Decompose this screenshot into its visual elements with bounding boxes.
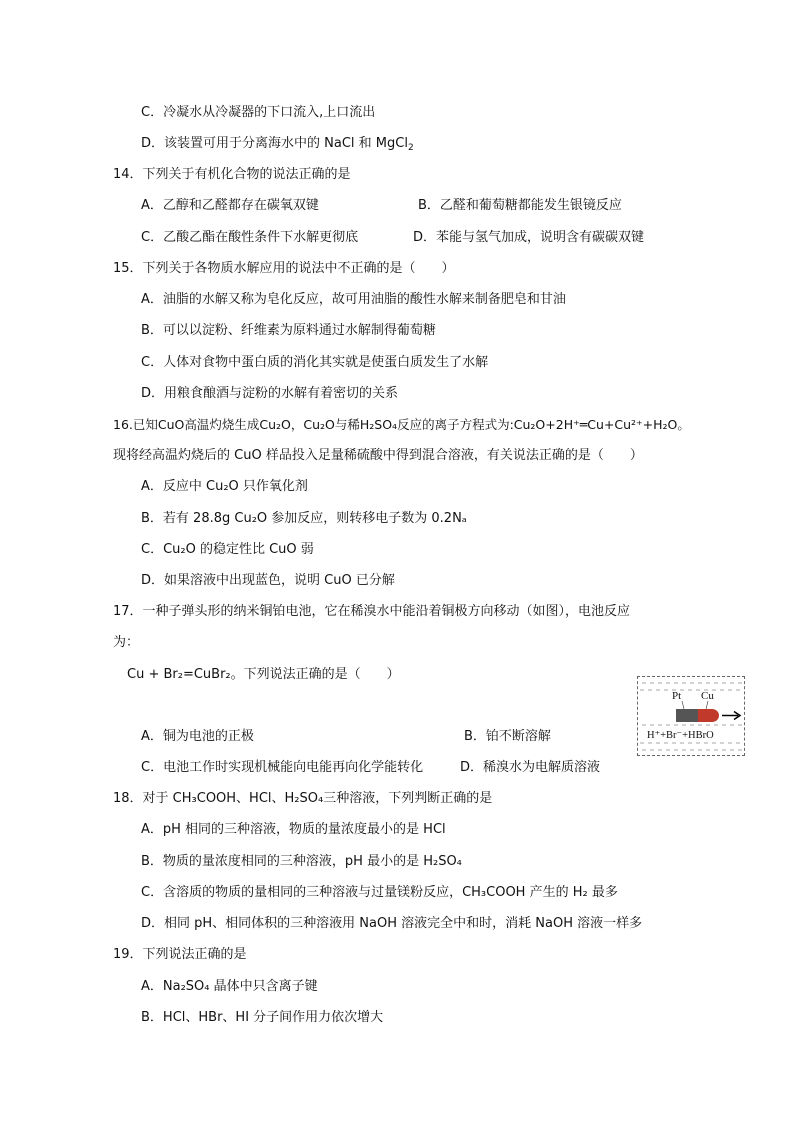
q17-stem-line2: 为：: [113, 635, 140, 650]
q13-option-d-text: D．该装置可用于分离海水中的 NaCl 和 MgCl: [141, 136, 408, 151]
q19-stem: 19．下列说法正确的是: [113, 947, 247, 962]
q16-stem-line2: 现将经高温灼烧后的 CuO 样品投入足量稀硫酸中得到混合溶液，有关说法正确的是（ ）: [113, 448, 643, 463]
q16-option-a: A．反应中 Cu₂O 只作氧化剂: [141, 479, 308, 494]
q16-option-b: B．若有 28.8g Cu₂O 参加反应，则转移电子数为 0.2Nₐ: [141, 511, 467, 526]
q14-option-b: B．乙醛和葡萄糖都能发生银镜反应: [418, 198, 622, 213]
q18-stem: 18．对于 CH₃COOH、HCl、H₂SO₄三种溶液，下列判断正确的是: [113, 791, 493, 806]
q14-stem: 14．下列关于有机化合物的说法正确的是: [113, 167, 351, 182]
q16-option-d: D．如果溶液中出现蓝色，说明 CuO 已分解: [141, 573, 395, 588]
battery-figure: [637, 676, 745, 756]
q15-option-a: A．油脂的水解又称为皂化反应，故可用油脂的酸性水解来制备肥皂和甘油: [141, 292, 566, 307]
pt-leader-line: [682, 701, 684, 709]
q17-option-d: D．稀溴水为电解质溶液: [460, 760, 601, 775]
q17-option-c: C．电池工作时实现机械能向电能再向化学能转化: [141, 760, 424, 775]
q14-option-d: D．苯能与氢气加成，说明含有碳碳双键: [413, 230, 645, 245]
q15-option-d: D．用粮食酿酒与淀粉的水解有着密切的关系: [141, 386, 399, 401]
q15-stem: 15．下列关于各物质水解应用的说法中不正确的是（ ）: [113, 261, 455, 276]
q18-option-a: A．pH 相同的三种溶液，物质的量浓度最小的是 HCl: [141, 822, 446, 837]
solution-caption: H⁺+Br⁻+HBrO: [647, 730, 714, 741]
q13-option-d: [141, 135, 414, 157]
pt-label: Pt: [672, 690, 682, 702]
q13-option-d-subscript: 2: [407, 143, 414, 153]
platinum-electrode: [676, 709, 698, 722]
q17-stem-line3: Cu + Br₂=CuBr₂。下列说法正确的是（ ）: [127, 667, 400, 682]
cu-leader-line: [706, 701, 708, 709]
q14-option-c: C．乙酸乙酯在酸性条件下水解更彻底: [141, 230, 359, 245]
q16-option-c: C．Cu₂O 的稳定性比 CuO 弱: [141, 542, 314, 557]
q14-option-a: A．乙醇和乙醛都存在碳氧双键: [141, 198, 319, 213]
battery-figure-drawing: [638, 677, 744, 755]
q18-option-d: D．相同 pH、相同体积的三种溶液用 NaOH 溶液完全中和时，消耗 NaOH 溶液一样多: [141, 916, 643, 931]
q16-stem-line1: 16.已知CuO高温灼烧生成Cu₂O，Cu₂O与稀H₂SO₄反应的离子方程式为:Cu₂O+2H⁺═Cu+Cu²⁺+H₂O。: [113, 417, 690, 432]
q15-option-c: C．人体对食物中蛋白质的消化其实就是使蛋白质发生了水解: [141, 355, 489, 370]
q13-option-c: C．冷凝水从冷凝器的下口流入,上口流出: [141, 105, 376, 120]
q19-option-b: B．HCl、HBr、HI 分子间作用力依次增大: [141, 1010, 384, 1025]
copper-electrode: [698, 709, 719, 722]
q15-option-b: B．可以以淀粉、纤维素为原料通过水解制得葡萄糖: [141, 323, 436, 338]
q18-option-b: B．物质的量浓度相同的三种溶液，pH 最小的是 H₂SO₄: [141, 854, 462, 869]
q18-option-c: C．含溶质的物质的量相同的三种溶液与过量镁粉反应，CH₃COOH 产生的 H₂ 最多: [141, 885, 618, 900]
q17-option-a: A．铜为电池的正极: [141, 729, 254, 744]
q17-stem-line1: 17．一种子弹头形的纳米铜铂电池，它在稀溴水中能沿着铜极方向移动（如图），电池反应: [113, 604, 631, 619]
q19-option-a: A．Na₂SO₄ 晶体中只含离子键: [141, 979, 318, 994]
q17-option-b: B．铂不断溶解: [464, 729, 551, 744]
cu-label: Cu: [701, 690, 714, 702]
